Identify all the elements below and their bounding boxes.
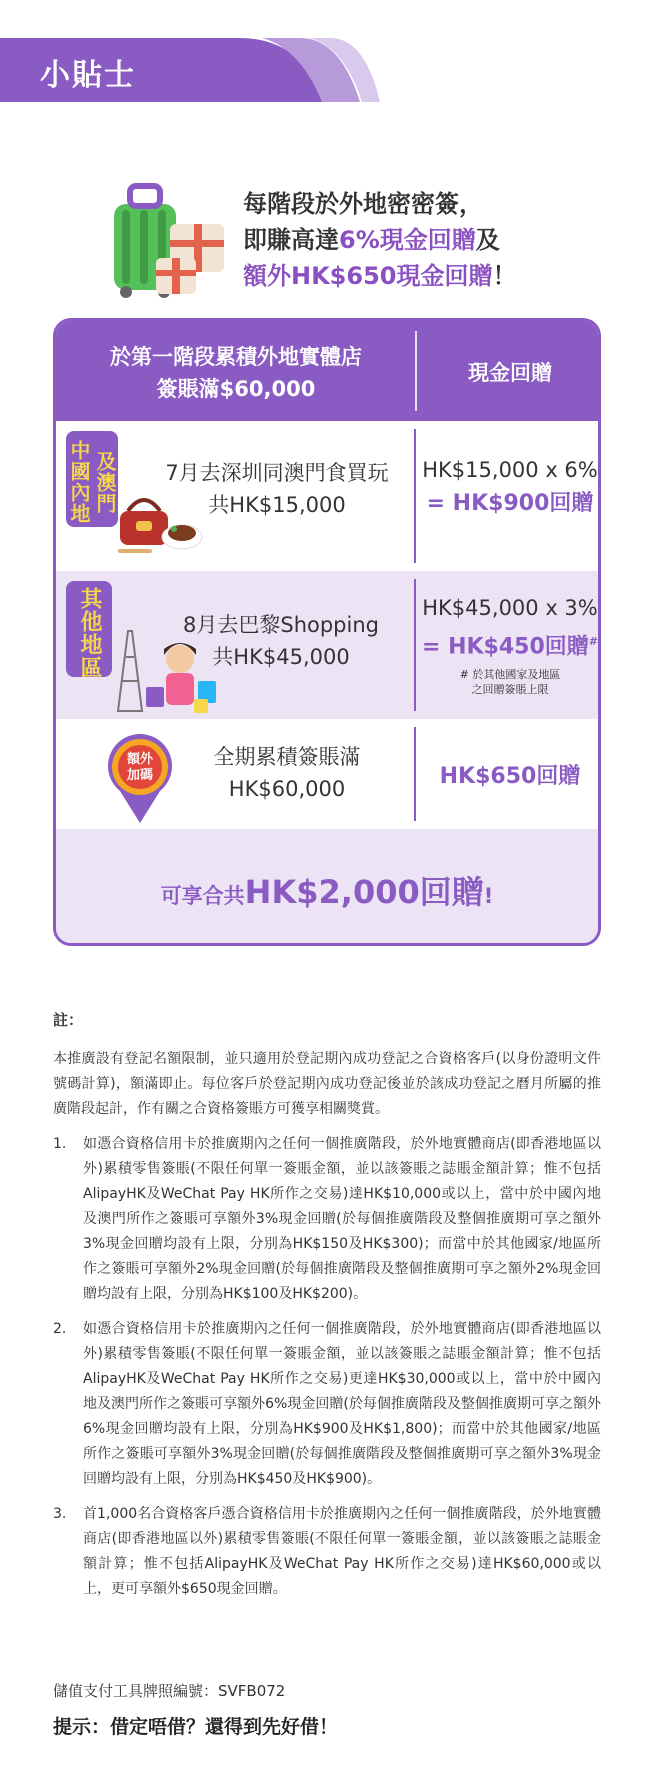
- banner-title: 小貼士: [40, 58, 136, 93]
- row-3-rebate: HK$650回贈: [439, 764, 581, 789]
- header-left-line-2: 簽賬滿$60,000: [156, 377, 316, 401]
- row-1-calc-line-1: HK$15,000 x 6%: [422, 458, 598, 482]
- notes-intro: 本推廣設有登記名額限制，並只適用於登記期內成功登記之合資格客戶(以身份證明文件號碼計算)，額滿即止。每位客戶於登記期內成功登記後並於該成功登記之曆月所屬的推廣階段起計，作有關之合資格簽賬方可獲享相關獎賞。: [53, 1051, 601, 1117]
- row-1-description: [146, 457, 408, 521]
- intro-line-2-suffix: 及: [475, 226, 500, 254]
- tag-other-regions: 其他地區: [77, 587, 102, 679]
- total-amount: HK$2,000回贈: [244, 873, 484, 911]
- borrowing-tip: 提示：借定唔借？還得到先好借！: [53, 1716, 339, 1738]
- header-spend-condition: [56, 341, 416, 405]
- intro-text: [243, 186, 516, 294]
- note-number: 2.: [53, 1321, 67, 1337]
- row-2-desc-line-2: 共HK$45,000: [212, 645, 350, 669]
- row-2-note-line-2: 之回贈簽賬上限: [471, 683, 549, 696]
- intro-section: [96, 180, 576, 310]
- note-item: [53, 1317, 601, 1492]
- note-item: [53, 1502, 601, 1602]
- intro-line-2-prefix: 即賺高達: [243, 226, 339, 254]
- suitcase-with-gifts-icon: [96, 180, 236, 300]
- intro-line-1: 每階段於外地密密簽，: [243, 190, 483, 218]
- row-2-calc-line-1: HK$45,000 x 3%: [422, 596, 598, 620]
- note-number: 3.: [53, 1506, 67, 1522]
- row-2-rebate-mark: #: [588, 635, 598, 648]
- intro-line-3-suffix: ！: [492, 262, 517, 290]
- total-text: [56, 867, 598, 913]
- table-header: [56, 321, 598, 421]
- row-3-desc-line-1: 全期累積簽賬滿: [213, 745, 361, 769]
- badge-line-1: 額外: [126, 752, 154, 767]
- row-1-calculation: [416, 453, 601, 521]
- note-text: 首1,000名合資格客戶憑合資格信用卡於推廣期內之任何一個推廣階段，於外地實體商店(即香港地區以外)累積零售簽賬(不限任何單一簽賬金額，並以該簽賬之誌賬金額計算；惟不包括AlipayHK及WeChat Pay HK所作之交易)達HK$60,000或以上，更可享額外$650現金回贈。: [83, 1506, 601, 1597]
- row-3-desc-line-2: HK$60,000: [228, 777, 346, 801]
- table-row: [56, 719, 598, 829]
- intro-line-2: [243, 222, 516, 258]
- note-item: [53, 1132, 601, 1307]
- total-prefix: 可享合共: [160, 884, 245, 908]
- table-row: [56, 571, 598, 719]
- tag-mainland: 中國內地: [67, 440, 91, 524]
- header-left-line-1: 於第一階段累積外地實體店: [110, 345, 362, 369]
- note-number: 1.: [53, 1136, 67, 1152]
- note-text: 如憑合資格信用卡於推廣期內之任何一個推廣階段，於外地實體商店(即香港地區以外)累積零售簽賬(不限任何單一簽賬金額，並以該簽賬之誌賬金額計算；惟不包括AlipayHK及WeChat Pay HK所作之交易)達HK$10,000或以上，當中於中國內地及澳門所作之簽賬可享額外3%現金回贈(於每個推廣階段及整個推廣期可享之額外3%現金回贈均設有上限，分別為HK$150及HK$300)；而當中於其他國家/地區所作之簽賬可享額外2%現金回贈(於每個推廣階段及整個推廣期可享之額外2%現金回贈均設有上限，分別為HK$100及HK$200)。: [83, 1136, 601, 1302]
- total-row: [56, 829, 598, 946]
- total-suffix: !: [483, 884, 494, 908]
- row-2-calculation: [416, 591, 601, 664]
- note-text: 如憑合資格信用卡於推廣期內之任何一個推廣階段，於外地實體商店(即香港地區以外)累積零售簽賬(不限任何單一簽賬金額，並以該簽賬之誌賬金額計算；惟不包括AlipayHK及WeChat Pay HK所作之交易)更達HK$30,000或以上，當中於中國內地及澳門所作之簽賬可享額外6%現金回贈(於每個推廣階段及整個推廣期可享之額外6%現金回贈均設有上限，分別為HK$900及HK$1,800)；而當中於其他國家/地區所作之簽賬可享額外3%現金回贈(於每個推廣階段及整個推廣期可享之額外3%現金回贈均設有上限，分別為HK$450及HK$900)。: [83, 1321, 601, 1487]
- row-2-note-line-1: # 於其他國家及地區: [459, 668, 561, 681]
- row-2-desc-line-1: 8月去巴黎Shopping: [183, 613, 379, 637]
- row-2-rebate-wrap: [416, 625, 601, 664]
- row-1-desc-line-1: 7月去深圳同澳門食買玩: [165, 461, 389, 485]
- region-tag-mainland-macau: [66, 431, 118, 527]
- rebate-table: [53, 318, 601, 946]
- row-2-rebate: = HK$450回贈: [421, 634, 589, 660]
- svf-license-number: 儲值支付工具牌照編號：SVFB072: [53, 1682, 286, 1700]
- tips-banner: [0, 38, 380, 102]
- row-1-desc-line-2: 共HK$15,000: [208, 493, 346, 517]
- row-3-description: [168, 741, 406, 805]
- table-row: [56, 421, 598, 571]
- row-1-rebate: = HK$900回贈: [426, 491, 594, 516]
- intro-line-3: [243, 258, 516, 294]
- tag-macau: 及澳門: [93, 450, 117, 514]
- notes-title: 註：: [53, 1011, 84, 1029]
- row-2-note: [416, 667, 601, 697]
- row-2-description: [156, 609, 406, 673]
- intro-highlight-6pct: 6%現金回贈: [339, 226, 476, 254]
- header-cash-rebate: 現金回贈: [468, 361, 552, 385]
- intro-highlight-650: 額外HK$650現金回贈: [243, 262, 493, 290]
- terms-notes: [53, 1008, 601, 1612]
- badge-line-2: 加碼: [126, 768, 154, 783]
